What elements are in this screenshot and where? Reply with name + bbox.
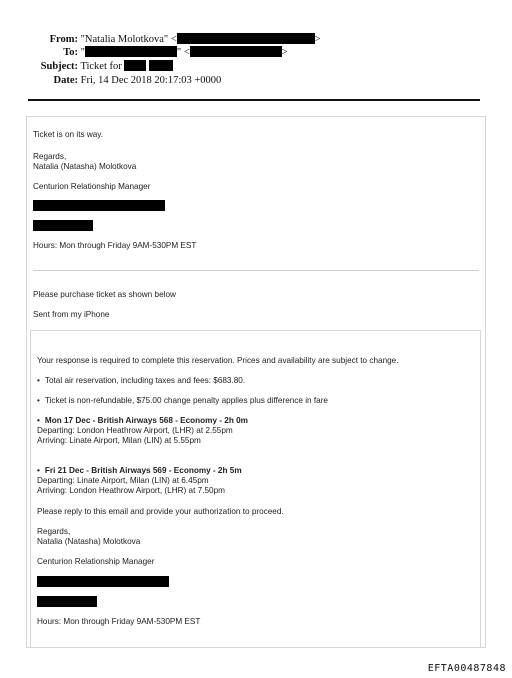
- quoted-bullet-total: • Total air reservation, including taxes and fees: $683.80.: [37, 376, 245, 386]
- redaction-bar: [37, 576, 169, 587]
- header-divider: [28, 99, 480, 101]
- date-label: Date:: [53, 75, 78, 86]
- redaction-bar: [190, 46, 282, 57]
- flight2-arrive: Arriving: London Heathrow Airport, (LHR) at 7.50pm: [37, 486, 225, 495]
- flight2-depart: Departing: Linate Airport, Milan (LIN) at 6.45pm: [37, 476, 209, 485]
- flight1-arrive: Arriving: Linate Airport, Milan (LIN) at 5.55pm: [37, 436, 201, 445]
- header-date: [8, 74, 221, 87]
- header-from: [8, 33, 321, 46]
- quoted-regards: Regards,: [37, 527, 71, 536]
- forward-line: Please purchase ticket as shown below: [33, 290, 176, 299]
- redaction-bar: [33, 220, 93, 231]
- from-name: "Natalia Molotkova" <: [80, 34, 177, 45]
- flight2-title: • Fri 21 Dec - British Airways 569 - Economy - 2h 5m: [37, 466, 242, 476]
- quoted-hours: Hours: Mon through Friday 9AM-530PM EST: [37, 617, 201, 626]
- reply-signature-name: Natalia (Natasha) Molotkova: [33, 162, 137, 171]
- redaction-bar: [177, 33, 315, 44]
- redaction-bar: [124, 60, 146, 71]
- date-value: Fri, 14 Dec 2018 20:17:03 +0000: [80, 75, 222, 86]
- forward-sent-from: Sent from my iPhone: [33, 310, 110, 319]
- reply-signature-title: Centurion Relationship Manager: [33, 182, 151, 191]
- redaction-bar: [33, 200, 165, 211]
- flight1-title: • Mon 17 Dec - British Airways 568 - Economy - 2h 0m: [37, 416, 248, 426]
- reply-line: Ticket is on its way.: [33, 130, 104, 139]
- header-to: [8, 46, 288, 59]
- quoted-bullet-refund: • Ticket is non-refundable, $75.00 change penalty applies plus difference in fare: [37, 396, 328, 406]
- quoted-signature-name: Natalia (Natasha) Molotkova: [37, 537, 141, 546]
- redaction-bar: [85, 46, 177, 57]
- reply-regards: Regards,: [33, 152, 67, 161]
- flight1-depart: Departing: London Heathrow Airport, (LHR) at 2.55pm: [37, 426, 233, 435]
- subject-value: Ticket for: [80, 61, 122, 72]
- redaction-bar: [37, 596, 97, 607]
- redaction-bar: [149, 60, 173, 71]
- to-label: To:: [63, 47, 78, 58]
- reply-hours: Hours: Mon through Friday 9AM-530PM EST: [33, 241, 197, 250]
- quoted-intro: Your response is required to complete this reservation. Prices and availability are subject to change.: [37, 356, 399, 365]
- to-mid: " <: [176, 47, 190, 58]
- from-label: From:: [49, 34, 78, 45]
- header-subject: [8, 60, 173, 73]
- quoted-reply-request: Please reply to this email and provide your authorization to proceed.: [37, 507, 284, 516]
- quoted-signature-title: Centurion Relationship Manager: [37, 557, 155, 566]
- section-divider: [33, 270, 479, 271]
- from-tail: >: [314, 34, 321, 45]
- document-id: EFTA00487848: [427, 663, 506, 674]
- to-quote: ": [80, 47, 85, 58]
- subject-label: Subject:: [40, 61, 78, 72]
- to-tail: >: [281, 47, 288, 58]
